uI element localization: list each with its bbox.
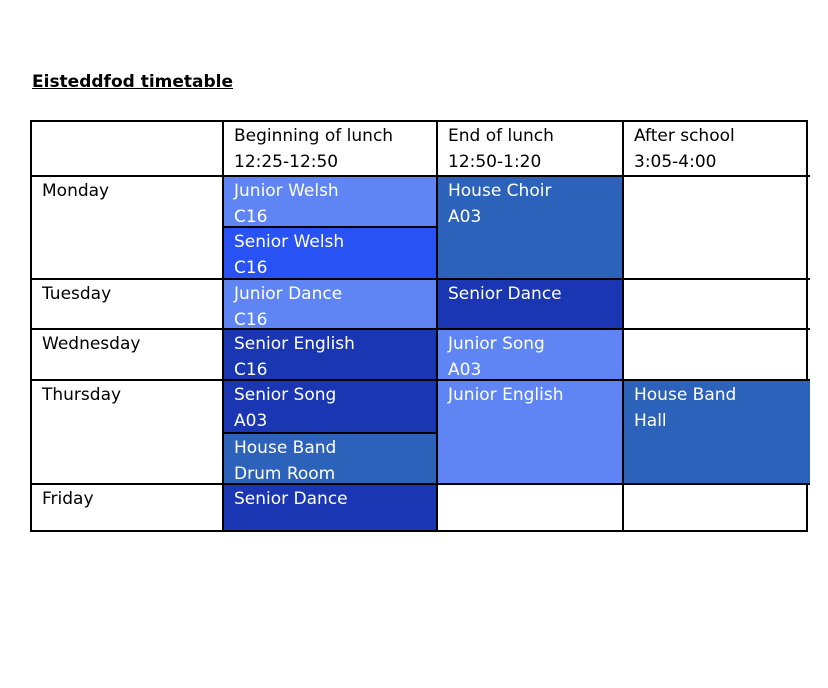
event-cell-tuesday-senior-dance [436,278,622,328]
event-room: A03 [448,207,482,227]
event-cell-wednesday-junior-song [436,328,622,379]
day-label-tuesday: Tuesday [32,278,222,328]
column-time: 12:25-12:50 [234,152,339,172]
event-cell-tuesday-junior-dance [222,278,436,328]
event-name: Senior Dance [448,284,562,304]
event-name: Senior Dance [234,489,348,509]
event-room: C16 [234,207,268,226]
header-beginning-of-lunch [222,122,436,175]
event-room: Drum Room [234,464,336,483]
event-cell-thursday-junior-english [436,379,622,483]
empty-cell-friday-after-school [622,483,810,530]
empty-cell-monday-after-school [622,175,810,278]
event-name: House Band [234,438,337,458]
empty-cell-friday-lunch-end [436,483,622,530]
event-cell-thursday-house-band [222,432,436,483]
event-name: House Choir [448,181,552,201]
event-name: Senior Song [234,385,337,405]
event-cell-wednesday-senior-english [222,328,436,379]
event-cell-thursday-senior-song [222,379,436,432]
empty-cell-tuesday-after-school [622,278,810,328]
day-label-wednesday: Wednesday [32,328,222,379]
event-room: C16 [234,310,268,328]
event-room: C16 [234,258,268,278]
event-name: Junior Dance [234,284,343,304]
timetable-table [30,120,808,532]
header-corner-cell [32,122,222,175]
column-label: Beginning of lunch [234,126,394,146]
column-label: End of lunch [448,126,554,146]
event-cell-monday-house-choir [436,175,622,278]
event-cell-monday-junior-welsh [222,175,436,226]
header-end-of-lunch [436,122,622,175]
event-room: Hall [634,411,667,431]
event-name: House Band [634,385,737,405]
page-title: Eisteddfod timetable [32,72,234,92]
event-room: C16 [234,360,268,379]
column-time: 12:50-1:20 [448,152,542,172]
event-name: Junior Welsh [234,181,339,201]
event-name: Junior English [448,385,564,405]
header-after-school [622,122,810,175]
event-cell-monday-senior-welsh [222,226,436,278]
day-label-monday: Monday [32,175,222,278]
column-label: After school [634,126,735,146]
day-label-friday: Friday [32,483,222,530]
empty-cell-wednesday-after-school [622,328,810,379]
event-room: A03 [448,360,482,379]
event-name: Senior Welsh [234,232,345,252]
event-name: Senior English [234,334,355,354]
column-time: 3:05-4:00 [634,152,717,172]
event-name: Junior Song [448,334,545,354]
event-cell-friday-senior-dance [222,483,436,530]
event-room: A03 [234,411,268,431]
day-label-thursday: Thursday [32,379,222,483]
event-cell-thursday-house-band-hall [622,379,810,483]
